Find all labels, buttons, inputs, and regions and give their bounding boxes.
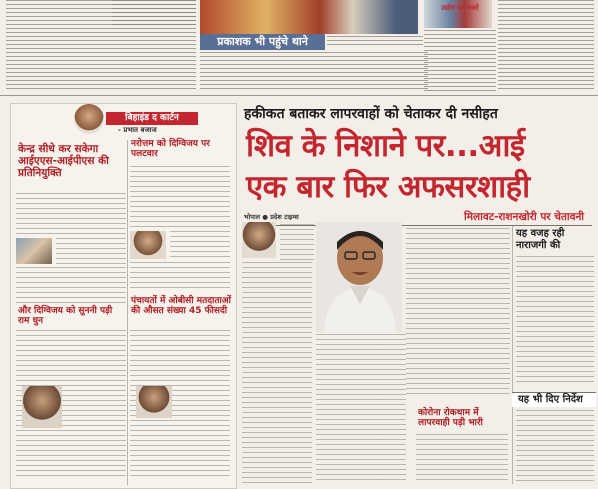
main-headline-line1: शिव के निशाने पर...आई xyxy=(246,128,525,164)
mid-story-text-2 xyxy=(170,231,230,259)
cartoon-col-divider xyxy=(127,140,128,485)
top-caption: प्रकाशक भी पहुंचे थाने xyxy=(200,34,325,50)
top-divider xyxy=(0,95,598,96)
mid-story-head: नरोत्तम को दिग्विजय पर पलटवार xyxy=(131,139,210,160)
mid-story-head-2: पंचायतों में ओबीसी मतदाताओं की औसत संख्या 45 फीसदी xyxy=(131,296,231,317)
right-head: यह वजह रही नाराजगी की xyxy=(516,228,565,251)
left-story-text-2 xyxy=(56,238,126,264)
main-kicker: हकीकत बताकर लापरवाहों को चेताकर दी नसीहत xyxy=(244,106,498,122)
main-text-col2 xyxy=(316,334,406,484)
second-left-photo xyxy=(22,386,62,428)
main-headline-line2: एक बार फिर अफसरशाही xyxy=(246,169,530,205)
left-story-text-3 xyxy=(16,267,126,303)
top-mid-text xyxy=(327,36,423,48)
corona-head: कोरोना रोकथाम में लापरवाही पड़ी भारी xyxy=(418,408,483,429)
left-story-photo xyxy=(16,238,52,264)
bottom-text xyxy=(516,410,594,484)
columnist-photo xyxy=(74,104,104,134)
mid-story-photo xyxy=(130,231,166,259)
top-photo-strip xyxy=(200,0,418,34)
right-text xyxy=(516,256,594,382)
ribbon: मिलावट-राशनखोरी पर चेतावनी xyxy=(464,211,584,223)
main-text-col1 xyxy=(242,262,312,484)
top-far-right-text xyxy=(498,0,594,92)
main-text-col3 xyxy=(406,228,510,398)
main-byline: भोपाल ● प्रदेश टाइम्स xyxy=(244,213,299,221)
cartoon-author: - प्रभात बजाज xyxy=(118,126,157,134)
mid-story-photo-2 xyxy=(136,386,172,418)
mid-story-text xyxy=(130,166,230,228)
inset-photo xyxy=(242,222,276,258)
cartoon-banner: बिहाइंड द कार्टन xyxy=(106,112,198,125)
left-story-text xyxy=(16,193,126,235)
top-right-quote: उद्योग पर नजरें xyxy=(441,4,479,12)
mid-story-text-3 xyxy=(130,262,230,292)
main-text-col1b xyxy=(280,224,314,260)
second-left-head: और दिग्विजय को सुननी पड़ी राम धुन xyxy=(18,306,113,327)
main-right-divider xyxy=(512,226,513,484)
left-story-head: केन्द्र सीधे कर सकेगा आईएएस-आईपीएस की प्रतिनियुक्ति xyxy=(18,143,109,180)
portrait-svg xyxy=(316,222,402,332)
bottom-head: यह भी दिए निर्देश xyxy=(518,394,583,405)
top-mid-text-2 xyxy=(200,52,428,92)
corona-text xyxy=(416,434,508,484)
top-right-text xyxy=(424,30,496,92)
chief-minister-photo xyxy=(316,222,402,332)
top-left-column-text-2 xyxy=(112,0,196,26)
